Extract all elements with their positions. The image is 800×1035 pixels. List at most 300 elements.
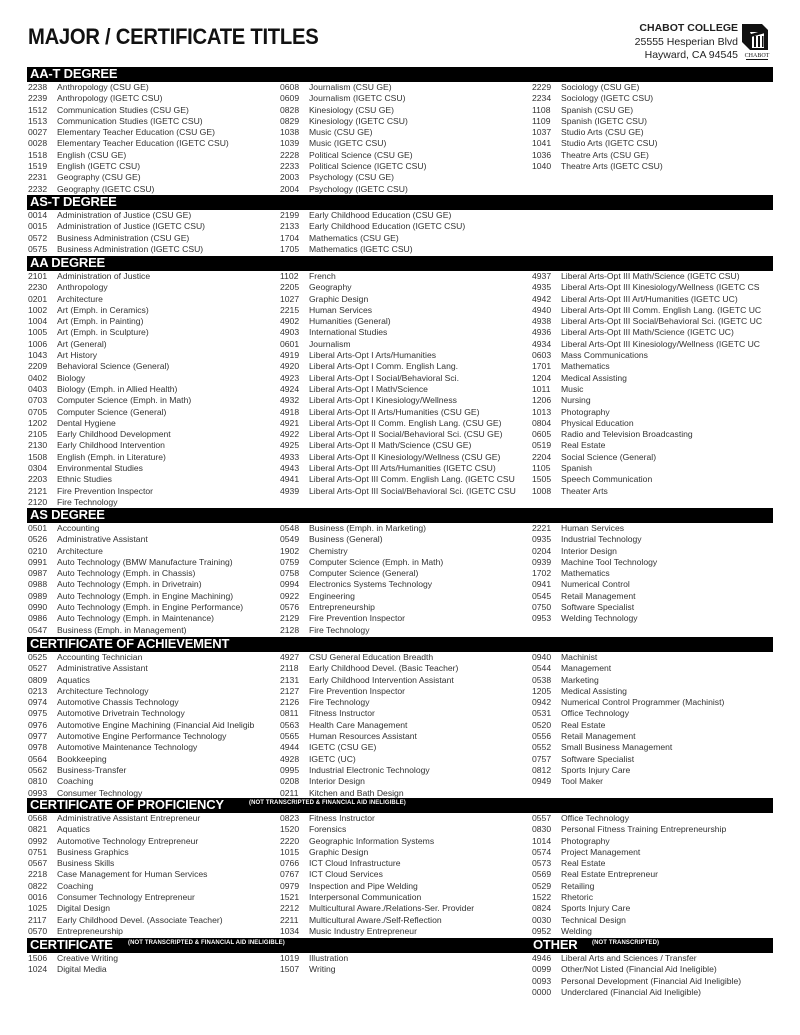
major-title: Speech Communication xyxy=(561,474,653,485)
major-title: Forensics xyxy=(309,824,347,835)
major-title: Fire Technology xyxy=(309,624,370,635)
major-title: Machine Tool Technology xyxy=(561,556,658,567)
major-title: IGETC (UC) xyxy=(309,753,356,764)
major-code: 0609 xyxy=(280,93,300,104)
list-item xyxy=(532,418,774,429)
list-item xyxy=(280,221,530,232)
list-item xyxy=(532,294,774,305)
major-title: Interior Design xyxy=(309,776,365,787)
section-note: (NOT TRANSCRIPTED & FINANCIAL AID INELIGIBLE) xyxy=(249,800,406,806)
major-title: Journalism xyxy=(309,338,351,349)
major-code: 0750 xyxy=(532,602,552,613)
list-item xyxy=(532,327,774,338)
list-item xyxy=(280,93,530,104)
major-code: 0603 xyxy=(532,350,552,361)
list-item xyxy=(28,858,278,869)
major-title: Business-Transfer xyxy=(57,764,127,775)
list-item xyxy=(532,82,774,93)
major-title: Consumer Technology xyxy=(57,787,143,798)
major-title: English (Emph. in Literature) xyxy=(57,451,166,462)
list-item xyxy=(532,915,774,926)
major-code: 0974 xyxy=(28,697,48,708)
list-item xyxy=(280,813,530,824)
major-code: 2004 xyxy=(280,183,300,194)
cert-col1 xyxy=(28,953,278,976)
major-title: Computer Science (General) xyxy=(309,568,419,579)
section-title: CERTIFICATE OF ACHIEVEMENT xyxy=(30,636,230,651)
major-title: Entrepreneurship xyxy=(309,602,375,613)
major-code: 1011 xyxy=(532,383,551,394)
section-title: CERTIFICATE OF PROFICIENCY xyxy=(30,797,224,812)
list-item xyxy=(532,591,774,602)
major-title: Real Estate xyxy=(561,858,606,869)
major-title: Liberal Arts-Opt II Arts/Humanities (CSU GE) xyxy=(309,406,480,417)
major-code: 1041 xyxy=(532,138,552,149)
list-item xyxy=(532,652,774,663)
section-title-certificate: CERTIFICATE xyxy=(30,937,113,952)
major-title: Journalism (CSU GE) xyxy=(309,82,392,92)
major-code: 0994 xyxy=(280,579,300,590)
list-item xyxy=(280,652,530,663)
list-item xyxy=(28,486,278,497)
major-code: 2199 xyxy=(280,210,300,220)
major-code: 0942 xyxy=(532,697,552,708)
major-title: Early Childhood Development xyxy=(57,429,171,440)
major-code: 1108 xyxy=(532,104,551,115)
list-item xyxy=(532,486,774,497)
list-item xyxy=(28,395,278,406)
major-title: Business Skills xyxy=(57,858,115,869)
major-title: Art (Emph. in Painting) xyxy=(57,316,144,327)
major-title: Biology (Emph. in Allied Health) xyxy=(57,383,178,394)
major-code: 0557 xyxy=(532,813,552,823)
list-item xyxy=(280,557,530,568)
section-header-cop xyxy=(27,798,773,813)
aa-col3 xyxy=(532,271,774,497)
major-title: ICT Cloud Infrastructure xyxy=(309,858,401,869)
list-item xyxy=(280,474,530,485)
major-title: Psychology (CSU GE) xyxy=(309,172,395,183)
list-item xyxy=(280,926,530,937)
list-item xyxy=(28,93,278,104)
list-item xyxy=(280,361,530,372)
list-item xyxy=(280,953,530,964)
major-code: 0989 xyxy=(28,590,48,601)
as-col2 xyxy=(280,523,530,636)
major-title: Architecture xyxy=(57,545,103,556)
major-title: Engineering xyxy=(309,590,355,601)
major-code: 0030 xyxy=(532,914,552,925)
chabot-logo-icon xyxy=(740,22,774,62)
major-code: 0993 xyxy=(28,787,48,798)
major-title: Liberal Arts-Opt II Math/Science (CSU GE) xyxy=(309,440,472,451)
major-code: 2230 xyxy=(28,282,48,293)
major-code: 4937 xyxy=(532,271,552,281)
major-title: Kitchen and Bath Design xyxy=(309,787,404,798)
list-item xyxy=(532,440,774,451)
major-code: 4943 xyxy=(280,463,300,474)
major-title: Art (Emph. in Sculpture) xyxy=(57,327,149,338)
list-item xyxy=(280,546,530,557)
list-item xyxy=(532,384,774,395)
list-item xyxy=(28,964,278,975)
list-item xyxy=(532,127,774,138)
major-code: 4940 xyxy=(532,304,552,315)
list-item xyxy=(28,418,278,429)
list-item xyxy=(28,625,278,636)
list-item xyxy=(532,881,774,892)
major-title: Software Specialist xyxy=(561,602,635,613)
list-item xyxy=(280,534,530,545)
major-title: Numerical Control xyxy=(561,579,630,590)
major-title: Management xyxy=(561,663,612,674)
major-title: Graphic Design xyxy=(309,293,369,304)
major-code: 4946 xyxy=(532,953,552,963)
list-item xyxy=(280,161,530,172)
major-title: Automotive Drivetrain Technology xyxy=(57,708,185,719)
major-title: Business (General) xyxy=(309,534,383,545)
major-title: Mass Communications xyxy=(561,350,648,361)
list-item xyxy=(280,765,530,776)
coa-col1 xyxy=(28,652,278,799)
major-title: Automotive Chassis Technology xyxy=(57,697,179,708)
list-item xyxy=(28,210,278,221)
as-col1 xyxy=(28,523,278,636)
major-title: Underclared (Financial Aid Ineligible) xyxy=(561,986,701,997)
major-title: Marketing xyxy=(561,674,599,685)
major-code: 0758 xyxy=(280,568,300,579)
list-item xyxy=(28,686,278,697)
address-line-2: Hayward, CA 94545 xyxy=(644,49,738,61)
major-code: 4928 xyxy=(280,753,300,764)
list-item xyxy=(28,953,278,964)
major-title: English (CSU GE) xyxy=(57,149,127,160)
major-title: Theater Arts xyxy=(561,485,608,496)
list-item xyxy=(280,686,530,697)
major-title: Geography (IGETC CSU) xyxy=(57,183,155,194)
list-item xyxy=(28,150,278,161)
major-title: Liberal Arts-Opt I Comm. English Lang. xyxy=(309,361,459,372)
list-item xyxy=(532,675,774,686)
major-title: Administration of Justice (IGETC CSU) xyxy=(57,221,206,232)
major-title: Physical Education xyxy=(561,417,634,428)
major-code: 1039 xyxy=(280,138,300,149)
list-item xyxy=(280,591,530,602)
list-item xyxy=(280,486,530,497)
other-col3 xyxy=(532,953,774,998)
major-title: Theatre Arts (IGETC CSU) xyxy=(561,161,663,172)
major-title: Geographic Information Systems xyxy=(309,835,435,846)
major-title: Medical Assisting xyxy=(561,685,627,696)
list-item xyxy=(28,613,278,624)
major-title: Theatre Arts (CSU GE) xyxy=(561,149,649,160)
major-title: Administrative Assistant xyxy=(57,534,148,545)
major-code: 0812 xyxy=(532,764,552,775)
major-code: 1513 xyxy=(28,115,48,126)
major-code: 0548 xyxy=(280,523,300,533)
list-item xyxy=(532,534,774,545)
major-title: Auto Technology (Emph. in Maintenance) xyxy=(57,613,215,624)
major-title: Automotive Technology Entrepreneur xyxy=(57,835,199,846)
major-title: Environmental Studies xyxy=(57,463,143,474)
major-title: Behavioral Science (General) xyxy=(57,361,170,372)
major-code: 1902 xyxy=(280,545,300,556)
major-code: 0986 xyxy=(28,613,48,624)
list-item xyxy=(28,82,278,93)
major-code: 0828 xyxy=(280,104,300,115)
list-item xyxy=(532,663,774,674)
list-item xyxy=(532,316,774,327)
major-title: Early Childhood Devel. (Basic Teacher) xyxy=(309,663,459,674)
list-item xyxy=(532,858,774,869)
list-item xyxy=(280,210,530,221)
major-title: Real Estate xyxy=(561,440,606,451)
major-code: 0940 xyxy=(532,652,552,662)
aat-col2 xyxy=(280,82,530,195)
major-title: Architecture xyxy=(57,293,103,304)
major-code: 1702 xyxy=(532,568,552,579)
major-title: ICT Cloud Services xyxy=(309,869,383,880)
major-code: 0501 xyxy=(28,523,48,533)
major-title: Early Childhood Intervention Assistant xyxy=(309,674,454,685)
list-item xyxy=(280,523,530,534)
major-code: 1520 xyxy=(280,824,300,835)
major-title: Case Management for Human Services xyxy=(57,869,208,880)
cop-col1 xyxy=(28,813,278,937)
list-item xyxy=(280,184,530,195)
major-code: 1202 xyxy=(28,417,48,428)
list-item xyxy=(532,697,774,708)
list-item xyxy=(532,105,774,116)
list-item xyxy=(280,625,530,636)
list-item xyxy=(532,339,774,350)
major-code: 2203 xyxy=(28,474,48,485)
major-title: Liberal Arts and Sciences / Transfer xyxy=(561,953,697,963)
major-code: 2118 xyxy=(280,663,299,674)
list-item xyxy=(280,776,530,787)
major-title: CSU General Education Breadth xyxy=(309,652,434,662)
section-note-certificate: (NOT TRANSCRIPTED & FINANCIAL AID INELIGIBLE) xyxy=(128,940,285,946)
major-title: Computer Science (Emph. in Math) xyxy=(309,556,444,567)
list-item xyxy=(28,697,278,708)
major-title: Anthropology xyxy=(57,282,108,293)
major-title: Geography (CSU GE) xyxy=(57,172,141,183)
major-code: 4927 xyxy=(280,652,300,662)
major-title: Liberal Arts-Opt III Comm. English Lang. (IGETC CSU xyxy=(309,474,515,485)
list-item xyxy=(532,813,774,824)
list-item xyxy=(280,282,530,293)
list-item xyxy=(28,138,278,149)
major-code: 1024 xyxy=(28,964,48,975)
major-code: 2101 xyxy=(28,271,48,281)
major-title: Kinesiology (CSU GE) xyxy=(309,104,395,115)
major-title: Office Technology xyxy=(561,708,629,719)
major-code: 1015 xyxy=(280,846,300,857)
list-item xyxy=(28,172,278,183)
major-code: 0545 xyxy=(532,590,552,601)
major-title: Photography xyxy=(561,835,610,846)
section-header-cert-other xyxy=(27,938,773,953)
list-item xyxy=(280,675,530,686)
list-item xyxy=(280,892,530,903)
list-item xyxy=(28,568,278,579)
cop-col3 xyxy=(532,813,774,937)
major-title: Aquatics xyxy=(57,824,90,835)
major-title: Business (Emph. in Management) xyxy=(57,624,187,635)
major-code: 0979 xyxy=(280,880,300,891)
major-title: Liberal Arts-Opt III Social/Behavioral Sci. (IGETC CSU xyxy=(309,485,516,496)
major-code: 0987 xyxy=(28,568,48,579)
major-title: Administration of Justice xyxy=(57,271,151,281)
major-code: 0757 xyxy=(532,753,552,764)
major-code: 0978 xyxy=(28,742,48,753)
list-item xyxy=(532,138,774,149)
major-code: 0015 xyxy=(28,221,48,232)
major-title: Chemistry xyxy=(309,545,348,556)
major-code: 2105 xyxy=(28,429,48,440)
list-item xyxy=(28,244,278,255)
major-title: Administration of Justice (CSU GE) xyxy=(57,210,192,220)
list-item xyxy=(28,361,278,372)
major-code: 0766 xyxy=(280,858,300,869)
list-item xyxy=(532,373,774,384)
major-code: 0995 xyxy=(280,764,300,775)
major-code: 0576 xyxy=(280,602,300,613)
major-title: Fire Prevention Inspector xyxy=(309,685,406,696)
major-title: Welding Technology xyxy=(561,613,638,624)
major-title: Mathematics xyxy=(561,568,610,579)
major-code: 0525 xyxy=(28,652,48,662)
list-item xyxy=(280,847,530,858)
major-code: 4941 xyxy=(280,474,300,485)
list-item xyxy=(28,546,278,557)
major-code: 0953 xyxy=(532,613,552,624)
list-item xyxy=(28,384,278,395)
major-code: 2003 xyxy=(280,172,300,183)
list-item xyxy=(28,720,278,731)
list-item xyxy=(280,384,530,395)
list-item xyxy=(28,591,278,602)
major-title: Auto Technology (Emph. in Engine Machining) xyxy=(57,590,234,601)
major-code: 0939 xyxy=(532,556,552,567)
major-code: 2205 xyxy=(280,282,300,293)
list-item xyxy=(532,546,774,557)
list-item xyxy=(532,976,774,987)
major-title: Human Services xyxy=(309,304,373,315)
major-title: Electronics Systems Technology xyxy=(309,579,433,590)
major-code: 0208 xyxy=(280,776,300,787)
major-title: Liberal Arts-Opt II Kinesiology/Wellness (CSU GE) xyxy=(309,451,501,462)
major-code: 0569 xyxy=(532,869,552,880)
list-item xyxy=(280,824,530,835)
list-item xyxy=(532,847,774,858)
major-code: 4934 xyxy=(532,338,552,349)
list-item xyxy=(280,339,530,350)
major-code: 1506 xyxy=(28,953,48,963)
list-item xyxy=(28,602,278,613)
major-code: 2215 xyxy=(280,304,300,315)
major-title: Business Administration (IGETC CSU) xyxy=(57,243,204,254)
major-code: 1519 xyxy=(28,161,48,172)
major-code: 2212 xyxy=(280,903,300,914)
major-title: Welding xyxy=(561,925,592,936)
list-item xyxy=(280,731,530,742)
list-item xyxy=(28,557,278,568)
major-title: Spanish (CSU GE) xyxy=(561,104,634,115)
major-code: 1014 xyxy=(532,835,552,846)
major-title: Mathematics xyxy=(561,361,610,372)
list-item xyxy=(280,881,530,892)
major-code: 0529 xyxy=(532,880,552,891)
section-title: AA-T DEGREE xyxy=(30,66,118,81)
list-item xyxy=(280,244,530,255)
major-code: 2126 xyxy=(280,697,300,708)
list-item xyxy=(280,754,530,765)
list-item xyxy=(280,869,530,880)
major-code: 1004 xyxy=(28,316,48,327)
list-item xyxy=(28,294,278,305)
list-item xyxy=(28,534,278,545)
major-code: 1027 xyxy=(280,293,300,304)
major-code: 0821 xyxy=(28,824,48,835)
major-code: 1036 xyxy=(532,149,552,160)
major-title: Digital Design xyxy=(57,903,111,914)
list-item xyxy=(532,93,774,104)
list-item xyxy=(28,579,278,590)
major-code: 0526 xyxy=(28,534,48,545)
major-code: 1701 xyxy=(532,361,552,372)
major-title: Numerical Control Programmer (Machinist) xyxy=(561,697,725,708)
major-code: 1038 xyxy=(280,127,300,138)
major-code: 2231 xyxy=(28,172,48,183)
major-title: Automotive Engine Machining (Financial Aid Ineligib xyxy=(57,719,255,730)
major-code: 2218 xyxy=(28,869,48,880)
major-title: Coaching xyxy=(57,880,94,891)
major-code: 0810 xyxy=(28,776,48,787)
major-code: 0519 xyxy=(532,440,552,451)
list-item xyxy=(28,892,278,903)
major-title: Liberal Arts-Opt III Math/Science (IGETC UC) xyxy=(561,327,734,338)
major-code: 0552 xyxy=(532,742,552,753)
major-code: 4919 xyxy=(280,350,300,361)
major-title: Rhetoric xyxy=(561,892,593,903)
major-title: Health Care Management xyxy=(309,719,408,730)
list-item xyxy=(28,836,278,847)
list-item xyxy=(28,440,278,451)
major-code: 0751 xyxy=(28,846,48,857)
major-code: 0204 xyxy=(532,545,552,556)
list-item xyxy=(532,824,774,835)
list-item xyxy=(28,373,278,384)
major-code: 0531 xyxy=(532,708,552,719)
major-code: 1002 xyxy=(28,304,48,315)
major-code: 2234 xyxy=(532,93,552,104)
list-item xyxy=(280,150,530,161)
major-code: 0574 xyxy=(532,846,552,857)
list-item xyxy=(28,429,278,440)
major-code: 0605 xyxy=(532,429,552,440)
major-title: Real Estate Entrepreneur xyxy=(561,869,658,880)
list-item xyxy=(532,305,774,316)
major-title: Liberal Arts-Opt I Arts/Humanities xyxy=(309,350,437,361)
major-code: 0028 xyxy=(28,138,48,149)
major-title: Administrative Assistant xyxy=(57,663,148,674)
major-code: 0759 xyxy=(280,556,300,567)
list-item xyxy=(532,708,774,719)
list-item xyxy=(28,869,278,880)
major-code: 1006 xyxy=(28,338,48,349)
list-item xyxy=(280,858,530,869)
